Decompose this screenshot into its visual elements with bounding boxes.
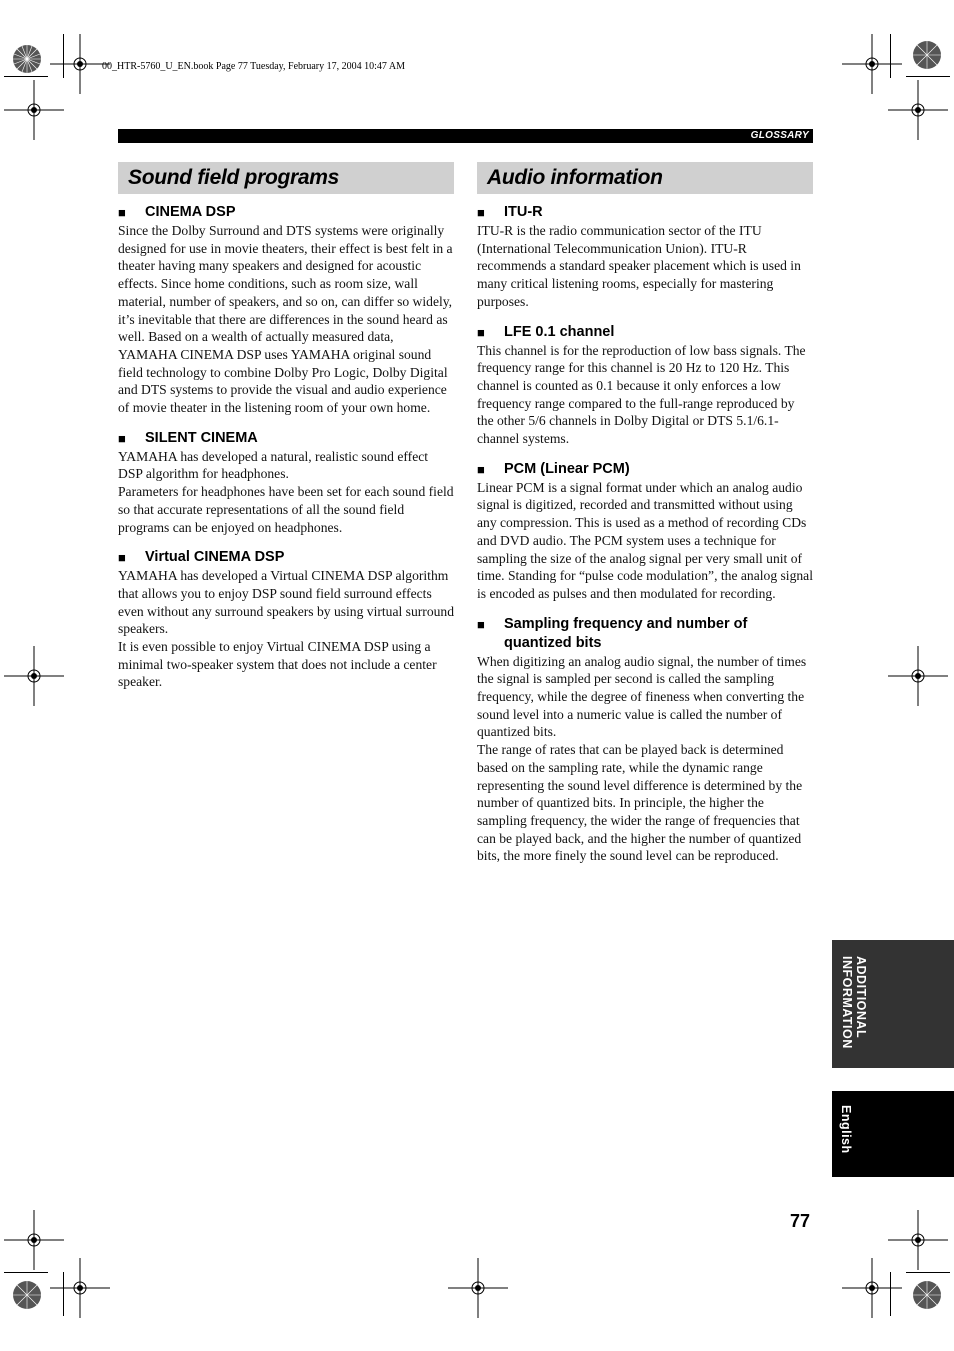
glossary-entry xyxy=(477,323,813,448)
entry-body xyxy=(118,448,454,537)
entry-heading-text: ITU-R xyxy=(504,204,543,220)
entry-paragraph: Linear PCM is a signal format under which an analog audio signal is digitized, recorded and transmitted without using any compression. This is used as a method of recording CDs and DVD audio. The PCM system uses a technique for sampling the size of the analog signal per very small unit of time. Standing for “pulse code modulation”, the analog signal is encoded as pulses and then modulated for recording. xyxy=(477,479,813,601)
entry-body xyxy=(477,222,813,311)
side-tab-additional-information xyxy=(832,940,954,1068)
entry-paragraph: When digitizing an analog audio signal, the number of times the signal is sampled per second is called the sampling frequency, while the degree of fineness when converting the sound level into a numeric value is called the number of quantized bits. xyxy=(477,653,807,740)
side-tab-label: English xyxy=(839,1105,853,1154)
section-title-sound-field-programs: Sound field programs xyxy=(118,162,454,194)
entry-heading xyxy=(118,548,454,567)
registration-sunburst-icon xyxy=(12,44,42,74)
entry-heading xyxy=(477,203,813,222)
entry-heading-text: Virtual CINEMA DSP xyxy=(145,549,285,566)
glossary-entry xyxy=(118,548,454,691)
glossary-entry xyxy=(477,615,813,865)
entry-paragraph: ITU-R is the radio communication sector of the ITU (International Telecommunication Union). ITU-R recommends a standard speaker placement which is used in many critical listening rooms, especially for mastering purposes. xyxy=(477,223,801,309)
square-bullet-icon: ■ xyxy=(118,550,126,566)
right-column xyxy=(477,162,813,877)
entry-body xyxy=(477,653,813,865)
file-info: 00_HTR-5760_U_EN.book Page 77 Tuesday, February 17, 2004 10:47 AM xyxy=(102,61,405,72)
glossary-entry xyxy=(118,429,454,537)
side-tab-english xyxy=(832,1091,954,1177)
crosshair-icon xyxy=(4,646,64,706)
square-bullet-icon: ■ xyxy=(118,205,126,220)
entry-heading-text: PCM (Linear PCM) xyxy=(504,460,630,477)
side-tab-label: ADDITIONAL INFORMATION xyxy=(840,956,868,1049)
crosshair-icon xyxy=(842,1258,902,1318)
entry-heading xyxy=(118,203,454,222)
entry-paragraph: This channel is for the reproduction of low bass signals. The frequency range for this channel is 20 Hz to 120 Hz. This channel is counted as 0.1 because it only enforces a low frequency range compared to the full-range reproduced by the other 5/6 channels in Dolby Digital or DTS 5.1/6.1-channel systems. xyxy=(477,342,806,447)
entry-heading-text: SILENT CINEMA xyxy=(145,429,258,446)
crosshair-icon xyxy=(888,80,948,140)
entry-paragraph: YAMAHA has developed a Virtual CINEMA DSP algorithm that allows you to enjoy DSP sound field surround effects even without any surround speakers by using virtual surround speakers. xyxy=(118,568,455,637)
crosshair-icon xyxy=(888,646,948,706)
right-entries xyxy=(477,203,813,865)
glossary-entry xyxy=(118,203,454,417)
square-bullet-icon: ■ xyxy=(477,461,485,477)
page-number: 77 xyxy=(790,1211,811,1231)
entry-body xyxy=(477,479,813,603)
square-bullet-icon: ■ xyxy=(477,205,485,220)
entry-body xyxy=(477,342,813,448)
header-bar xyxy=(118,129,813,143)
registration-sunburst-icon xyxy=(912,40,942,70)
crosshair-icon xyxy=(50,1258,110,1318)
entry-paragraph: Since the Dolby Surround and DTS systems were originally designed for use in movie theaters, their effect is best felt in a theater having many speakers and designed for acoustic effects. Since home conditions, such as room size, wall material, number of speakers, and so on, can differ so widely, it’s inevitable that there are differences in the sound heard as well. Based on a wealth of actually measured data, YAMAHA CINEMA DSP uses YAMAHA original sound field technology to combine Dolby Pro Logic, Dolby Digital and DTS systems to provide the visual and audio experience of movie theater in the listening room of your own home. xyxy=(118,223,453,416)
entry-heading xyxy=(477,615,813,653)
entry-paragraph: YAMAHA has developed a natural, realistic sound effect DSP algorithm for headphones. xyxy=(118,448,429,482)
left-entries xyxy=(118,203,454,691)
entry-paragraph: It is even possible to enjoy Virtual CINEMA DSP using a minimal two-speaker system that does not include a center speaker. xyxy=(118,639,437,690)
glossary-entry xyxy=(477,203,813,311)
entry-heading-text: Sampling frequency and number of quantized bits xyxy=(504,615,748,651)
entry-heading-text: CINEMA DSP xyxy=(145,204,236,220)
glossary-entry xyxy=(477,460,813,603)
header-label: GLOSSARY xyxy=(750,130,809,141)
crosshair-icon xyxy=(448,1258,508,1318)
entry-heading xyxy=(477,460,813,479)
square-bullet-icon: ■ xyxy=(477,324,485,340)
square-bullet-icon: ■ xyxy=(118,430,126,446)
left-column xyxy=(118,162,454,703)
square-bullet-icon: ■ xyxy=(477,616,485,632)
entry-heading-text: LFE 0.1 channel xyxy=(504,323,615,340)
crosshair-icon xyxy=(4,80,64,140)
registration-sunburst-icon xyxy=(12,1280,42,1310)
registration-sunburst-icon xyxy=(912,1280,942,1310)
entry-paragraph: Parameters for headphones have been set for each sound field so that accurate representations of all the sound field programs can be enjoyed on headphones. xyxy=(118,484,454,535)
entry-body xyxy=(118,222,454,417)
entry-heading xyxy=(477,323,813,342)
section-title-audio-information: Audio information xyxy=(477,162,813,194)
entry-body xyxy=(118,567,454,691)
entry-paragraph: The range of rates that can be played back is determined based on the sampling rate, while the dynamic range representing the sound level difference is determined by the number of quantized bits. In principle, the higher the sampling frequency, the wider the range of frequencies that can be played back, and the higher the number of quantized bits, the more finely the sound level can be reproduced. xyxy=(477,742,803,864)
entry-heading xyxy=(118,429,454,448)
